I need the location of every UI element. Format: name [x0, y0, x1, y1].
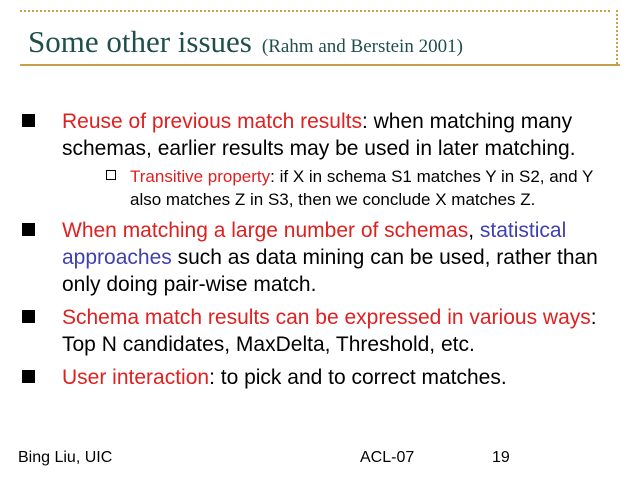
- bullet-expressed-highlight: Schema match results can be expressed in various ways: [62, 306, 591, 329]
- footer-page-number: 19: [492, 449, 510, 466]
- square-bullet-icon: [22, 310, 35, 323]
- bullet-user-interaction: [18, 364, 616, 391]
- square-bullet-icon: [22, 114, 35, 127]
- footer-venue: ACL-07: [360, 449, 415, 466]
- title-underline: [20, 64, 620, 66]
- sub-bullet-transitive: [62, 165, 616, 211]
- footer-author: Bing Liu, UIC: [18, 449, 113, 466]
- bullet-reuse-text: : when matching many schemas, earlier results may be used in later matching.: [62, 110, 576, 160]
- bullet-list: [18, 108, 616, 391]
- bullet-user-interaction-text: : to pick and to correct matches.: [209, 366, 507, 389]
- title-citation: (Rahm and Berstein 2001): [261, 36, 463, 57]
- bullet-large-schemas-highlight: When matching a large number of schemas: [62, 219, 469, 242]
- bullet-large-schemas-comma: ,: [468, 219, 475, 242]
- bullet-user-interaction-highlight: User interaction: [62, 366, 210, 389]
- top-dotted-rule: [20, 10, 610, 12]
- bullet-large-schemas-highlight-blue: statistical approaches: [62, 219, 567, 269]
- bullet-expressed: [18, 304, 616, 358]
- square-bullet-icon: [22, 223, 35, 236]
- square-bullet-icon: [22, 370, 35, 383]
- sub-bullet-transitive-highlight: Transitive property: [130, 167, 271, 186]
- bullet-expressed-text: : Top N candidates, MaxDelta, Threshold, etc.: [62, 306, 597, 356]
- bullet-reuse: [18, 108, 616, 211]
- hollow-square-bullet-icon: [106, 170, 116, 180]
- slide-title: [28, 24, 618, 60]
- bullet-large-schemas: [18, 217, 616, 298]
- sub-bullet-transitive-text: : if X in schema S1 matches Y in S2, and Y also matches Z in S3, then we conclude X matches Z.: [130, 167, 594, 209]
- bullet-reuse-highlight: Reuse of previous match results: [62, 110, 362, 133]
- bullet-large-schemas-text: such as data mining can be used, rather than only doing pair-wise match.: [62, 246, 598, 296]
- title-main: Some other issues: [28, 24, 252, 59]
